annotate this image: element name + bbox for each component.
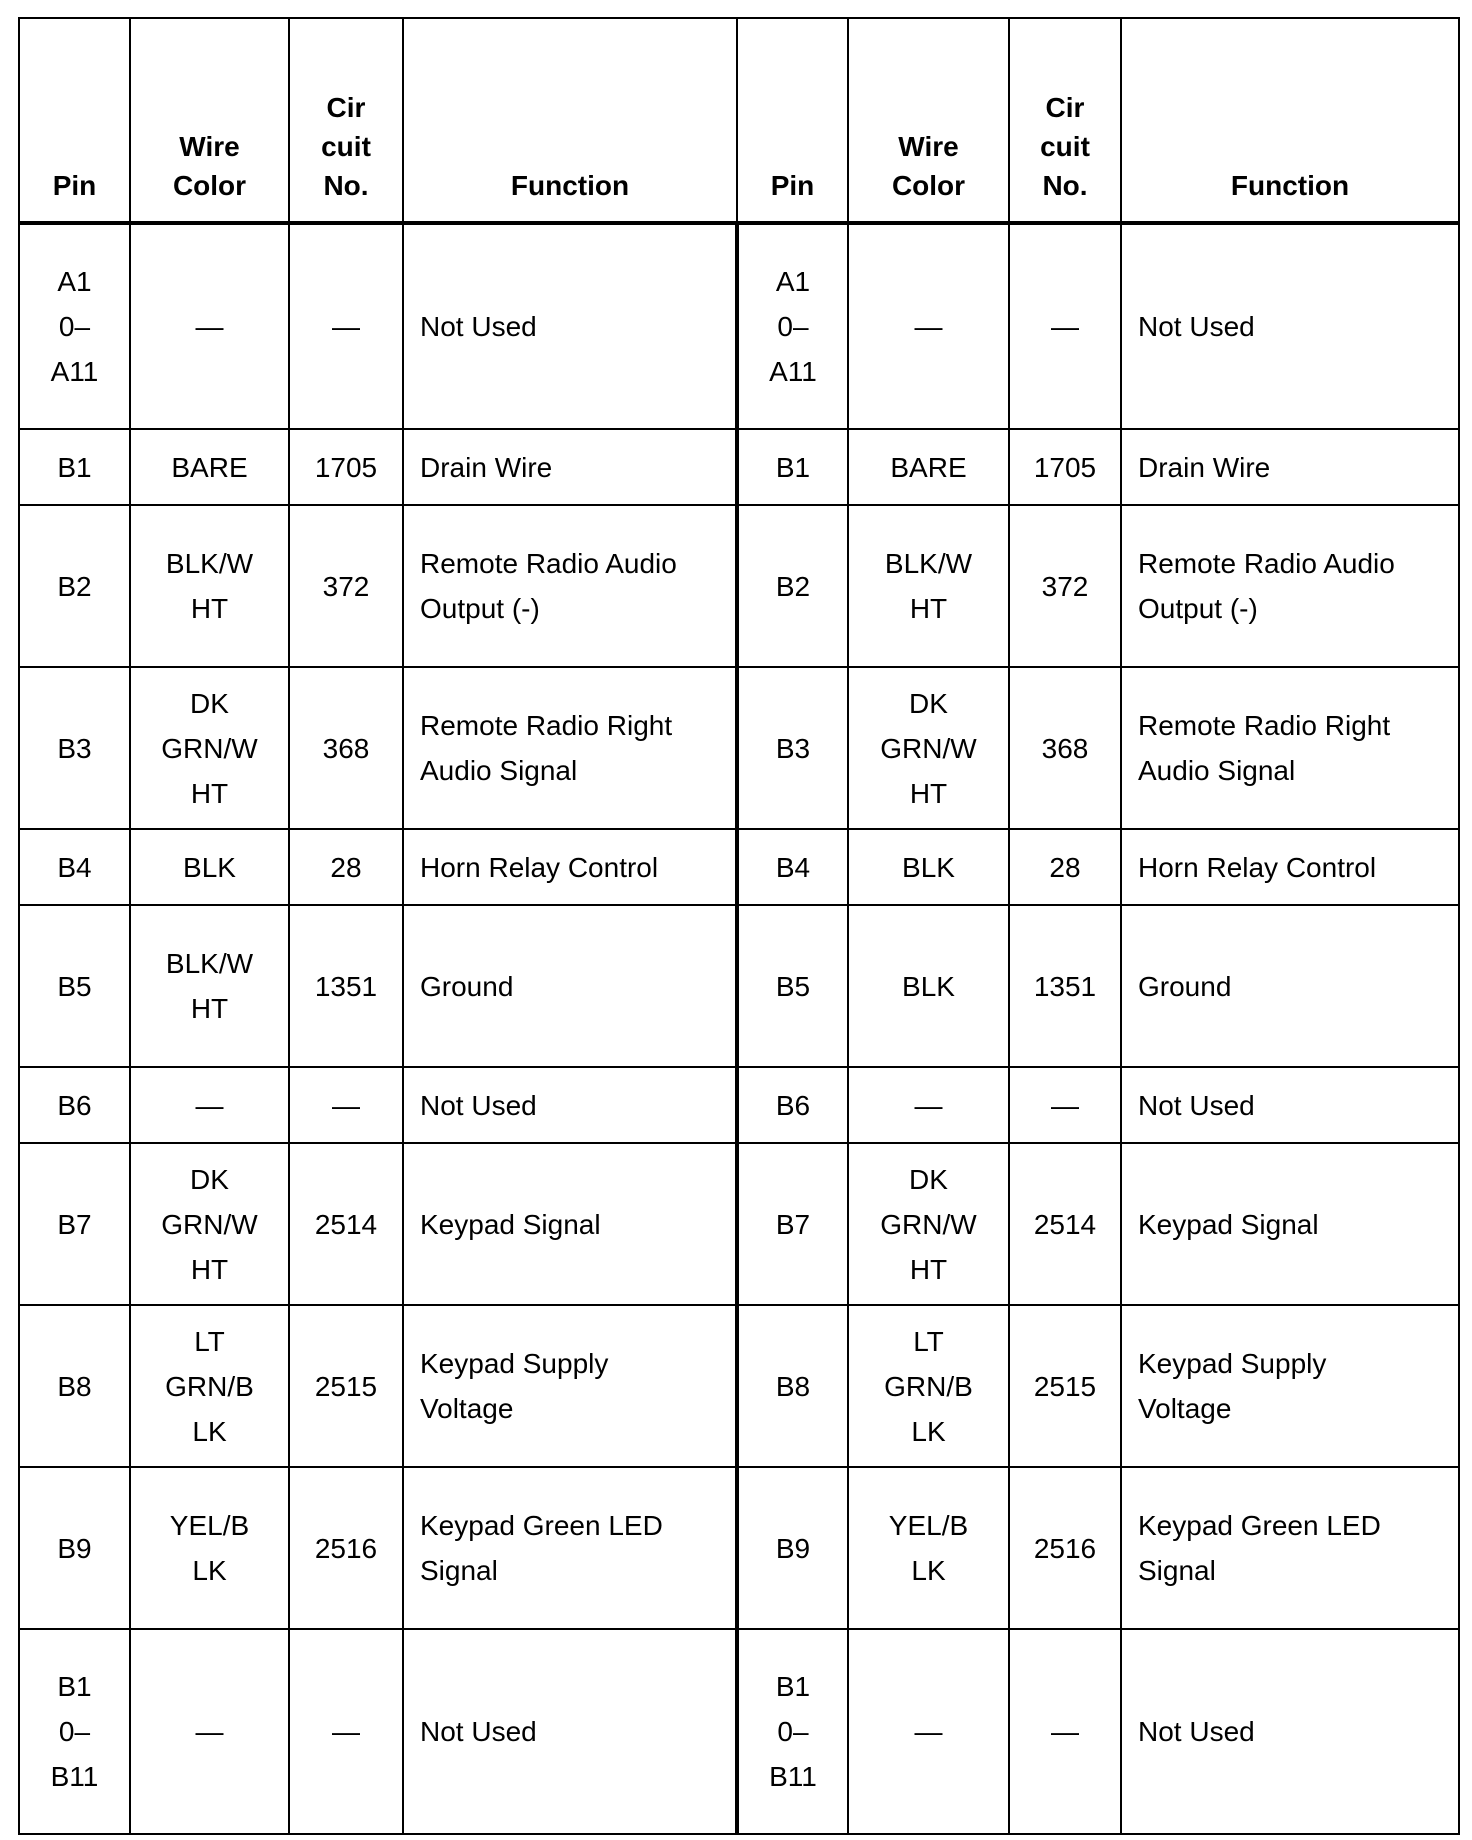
circuit-cell: — [289, 1629, 403, 1834]
wire-color-cell: DK GRN/W HT [130, 667, 289, 829]
pin-cell: B1 0– B11 [19, 1629, 130, 1834]
circuit-cell: 2516 [289, 1467, 403, 1629]
pin-cell: B1 [737, 429, 848, 505]
function-cell: Not Used [403, 1067, 737, 1143]
wire-color-cell: BLK/W HT [130, 905, 289, 1067]
table-row [19, 223, 1459, 429]
pin-cell: B8 [737, 1305, 848, 1467]
function-cell: Not Used [403, 1629, 737, 1834]
function-cell: Horn Relay Control [1121, 829, 1459, 905]
pin-cell: B9 [737, 1467, 848, 1629]
table-row [19, 905, 1459, 1067]
function-cell: Not Used [1121, 1629, 1459, 1834]
function-cell: Drain Wire [1121, 429, 1459, 505]
wire-color-cell: — [848, 1629, 1009, 1834]
circuit-cell: 1351 [289, 905, 403, 1067]
function-cell: Keypad Signal [403, 1143, 737, 1305]
function-cell: Keypad Green LED Signal [403, 1467, 737, 1629]
circuit-cell: 2516 [1009, 1467, 1121, 1629]
circuit-cell: 28 [1009, 829, 1121, 905]
table-row [19, 829, 1459, 905]
function-cell: Remote Radio Right Audio Signal [403, 667, 737, 829]
function-cell: Remote Radio Right Audio Signal [1121, 667, 1459, 829]
pin-cell: B6 [19, 1067, 130, 1143]
pin-cell: B3 [737, 667, 848, 829]
circuit-cell: 372 [289, 505, 403, 667]
pin-cell: B8 [19, 1305, 130, 1467]
wire-color-cell: DK GRN/W HT [130, 1143, 289, 1305]
circuit-cell: 2514 [1009, 1143, 1121, 1305]
circuit-cell: — [289, 223, 403, 429]
function-cell: Horn Relay Control [403, 829, 737, 905]
function-cell: Keypad Green LED Signal [1121, 1467, 1459, 1629]
function-cell: Remote Radio Audio Output (-) [1121, 505, 1459, 667]
wire-color-cell: — [130, 1067, 289, 1143]
circuit-cell: — [289, 1067, 403, 1143]
pin-cell: B5 [737, 905, 848, 1067]
circuit-cell: 2515 [289, 1305, 403, 1467]
pin-cell: B3 [19, 667, 130, 829]
wire-color-cell: YEL/B LK [130, 1467, 289, 1629]
wire-color-cell: — [848, 223, 1009, 429]
wire-color-cell: BLK [848, 829, 1009, 905]
header-function: Function [403, 18, 737, 223]
function-cell: Not Used [1121, 223, 1459, 429]
header-function: Function [1121, 18, 1459, 223]
wire-color-cell: — [130, 1629, 289, 1834]
header-wire-color: Wire Color [130, 18, 289, 223]
wire-color-cell: BARE [848, 429, 1009, 505]
circuit-cell: 2515 [1009, 1305, 1121, 1467]
pin-cell: B7 [19, 1143, 130, 1305]
pin-cell: B1 0– B11 [737, 1629, 848, 1834]
function-cell: Keypad Supply Voltage [403, 1305, 737, 1467]
header-pin: Pin [19, 18, 130, 223]
header-wire-color: Wire Color [848, 18, 1009, 223]
function-cell: Ground [403, 905, 737, 1067]
circuit-cell: 2514 [289, 1143, 403, 1305]
table-row [19, 1467, 1459, 1629]
wire-color-cell: LT GRN/B LK [130, 1305, 289, 1467]
wire-color-cell: BLK [848, 905, 1009, 1067]
table-row [19, 1629, 1459, 1834]
table-row [19, 1067, 1459, 1143]
wire-color-cell: DK GRN/W HT [848, 1143, 1009, 1305]
function-cell: Not Used [403, 223, 737, 429]
circuit-cell: — [1009, 1067, 1121, 1143]
circuit-cell: 1705 [1009, 429, 1121, 505]
circuit-cell: 372 [1009, 505, 1121, 667]
pin-cell: B4 [19, 829, 130, 905]
circuit-cell: 368 [1009, 667, 1121, 829]
wire-color-cell: — [848, 1067, 1009, 1143]
wire-color-cell: BARE [130, 429, 289, 505]
pin-cell: B7 [737, 1143, 848, 1305]
pin-cell: B2 [19, 505, 130, 667]
table-row [19, 1143, 1459, 1305]
circuit-cell: — [1009, 1629, 1121, 1834]
wire-color-cell: BLK/W HT [130, 505, 289, 667]
header-circuit-no: Cir cuit No. [1009, 18, 1121, 223]
pin-cell: B2 [737, 505, 848, 667]
wire-color-cell: BLK [130, 829, 289, 905]
function-cell: Not Used [1121, 1067, 1459, 1143]
function-cell: Ground [1121, 905, 1459, 1067]
table-row [19, 1305, 1459, 1467]
table-row [19, 667, 1459, 829]
header-circuit-no: Cir cuit No. [289, 18, 403, 223]
wire-color-cell: LT GRN/B LK [848, 1305, 1009, 1467]
wire-color-cell: DK GRN/W HT [848, 667, 1009, 829]
circuit-cell: 1351 [1009, 905, 1121, 1067]
function-cell: Drain Wire [403, 429, 737, 505]
function-cell: Remote Radio Audio Output (-) [403, 505, 737, 667]
pin-cell: A1 0– A11 [19, 223, 130, 429]
pin-cell: B9 [19, 1467, 130, 1629]
pin-cell: A1 0– A11 [737, 223, 848, 429]
circuit-cell: 28 [289, 829, 403, 905]
pin-cell: B5 [19, 905, 130, 1067]
function-cell: Keypad Supply Voltage [1121, 1305, 1459, 1467]
pin-cell: B6 [737, 1067, 848, 1143]
header-row [19, 18, 1459, 223]
wire-color-cell: — [130, 223, 289, 429]
table-row [19, 429, 1459, 505]
header-pin: Pin [737, 18, 848, 223]
circuit-cell: — [1009, 223, 1121, 429]
circuit-cell: 1705 [289, 429, 403, 505]
pin-cell: B1 [19, 429, 130, 505]
wire-color-cell: YEL/B LK [848, 1467, 1009, 1629]
pinout-table [18, 17, 1460, 1835]
pin-cell: B4 [737, 829, 848, 905]
connector-pinout-document [18, 17, 1458, 1835]
function-cell: Keypad Signal [1121, 1143, 1459, 1305]
circuit-cell: 368 [289, 667, 403, 829]
wire-color-cell: BLK/W HT [848, 505, 1009, 667]
table-row [19, 505, 1459, 667]
